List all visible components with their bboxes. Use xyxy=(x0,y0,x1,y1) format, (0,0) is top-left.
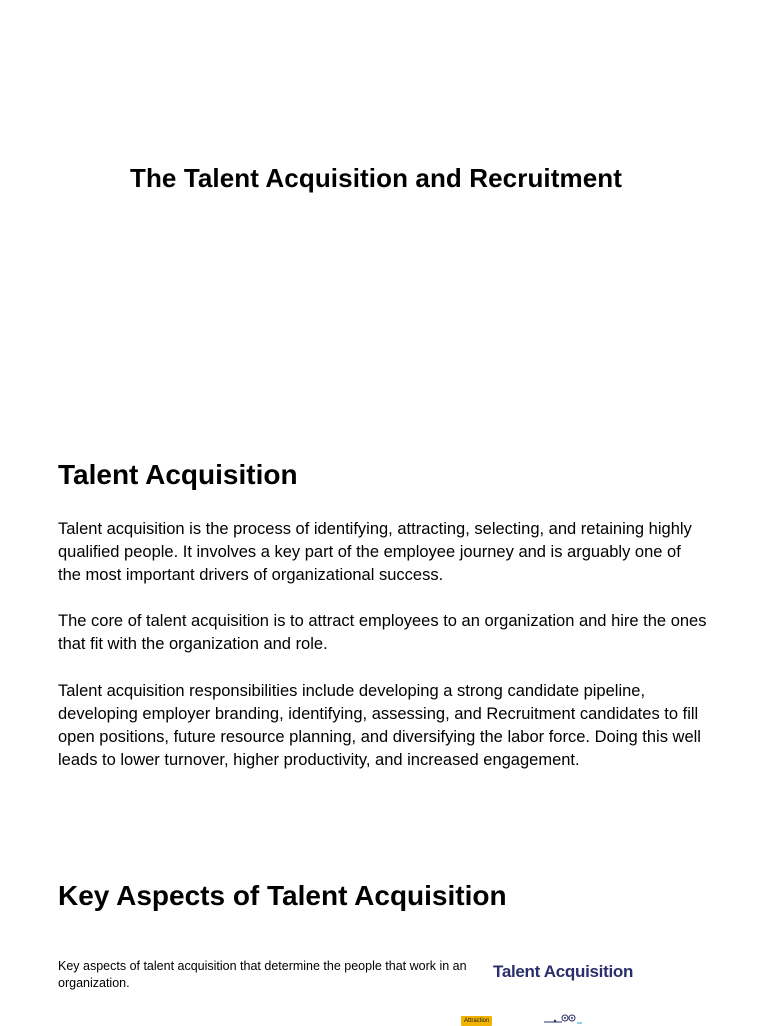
paragraph-definition: Talent acquisition is the process of identifying, attracting, selecting, and retaining highly qualified people. It involves a key part of the employee journey and is arguably one of the most important drivers of organizational success. xyxy=(58,520,692,584)
key-aspects-intro: Key aspects of talent acquisition that determine the people that work in an organization. xyxy=(58,959,467,990)
paragraph-responsibilities: Talent acquisition responsibilities include developing a strong candidate pipeline, developing employer branding, identifying, assessing, and Recruitment candidates to fill open positions, future resource planning, and diversifying the labor force. Doing this well leads to lower turnover, higher productivity, and increased engagement. xyxy=(58,682,701,769)
figure-title: Talent Acquisition xyxy=(493,962,634,981)
section-heading-key-aspects: Key Aspects of Talent Acquisition xyxy=(58,880,507,911)
figure-stage-attraction: Attraction xyxy=(461,1016,492,1026)
paragraph-core: The core of talent acquisition is to attract employees to an organization and hire the ones that fit with the organization and role. xyxy=(58,612,707,653)
document-title: The Talent Acquisition and Recruitment xyxy=(129,163,623,193)
section-heading-talent-acquisition: Talent Acquisition xyxy=(58,459,298,490)
people-group-icon xyxy=(544,1014,584,1026)
talent-acquisition-figure xyxy=(458,958,658,1024)
